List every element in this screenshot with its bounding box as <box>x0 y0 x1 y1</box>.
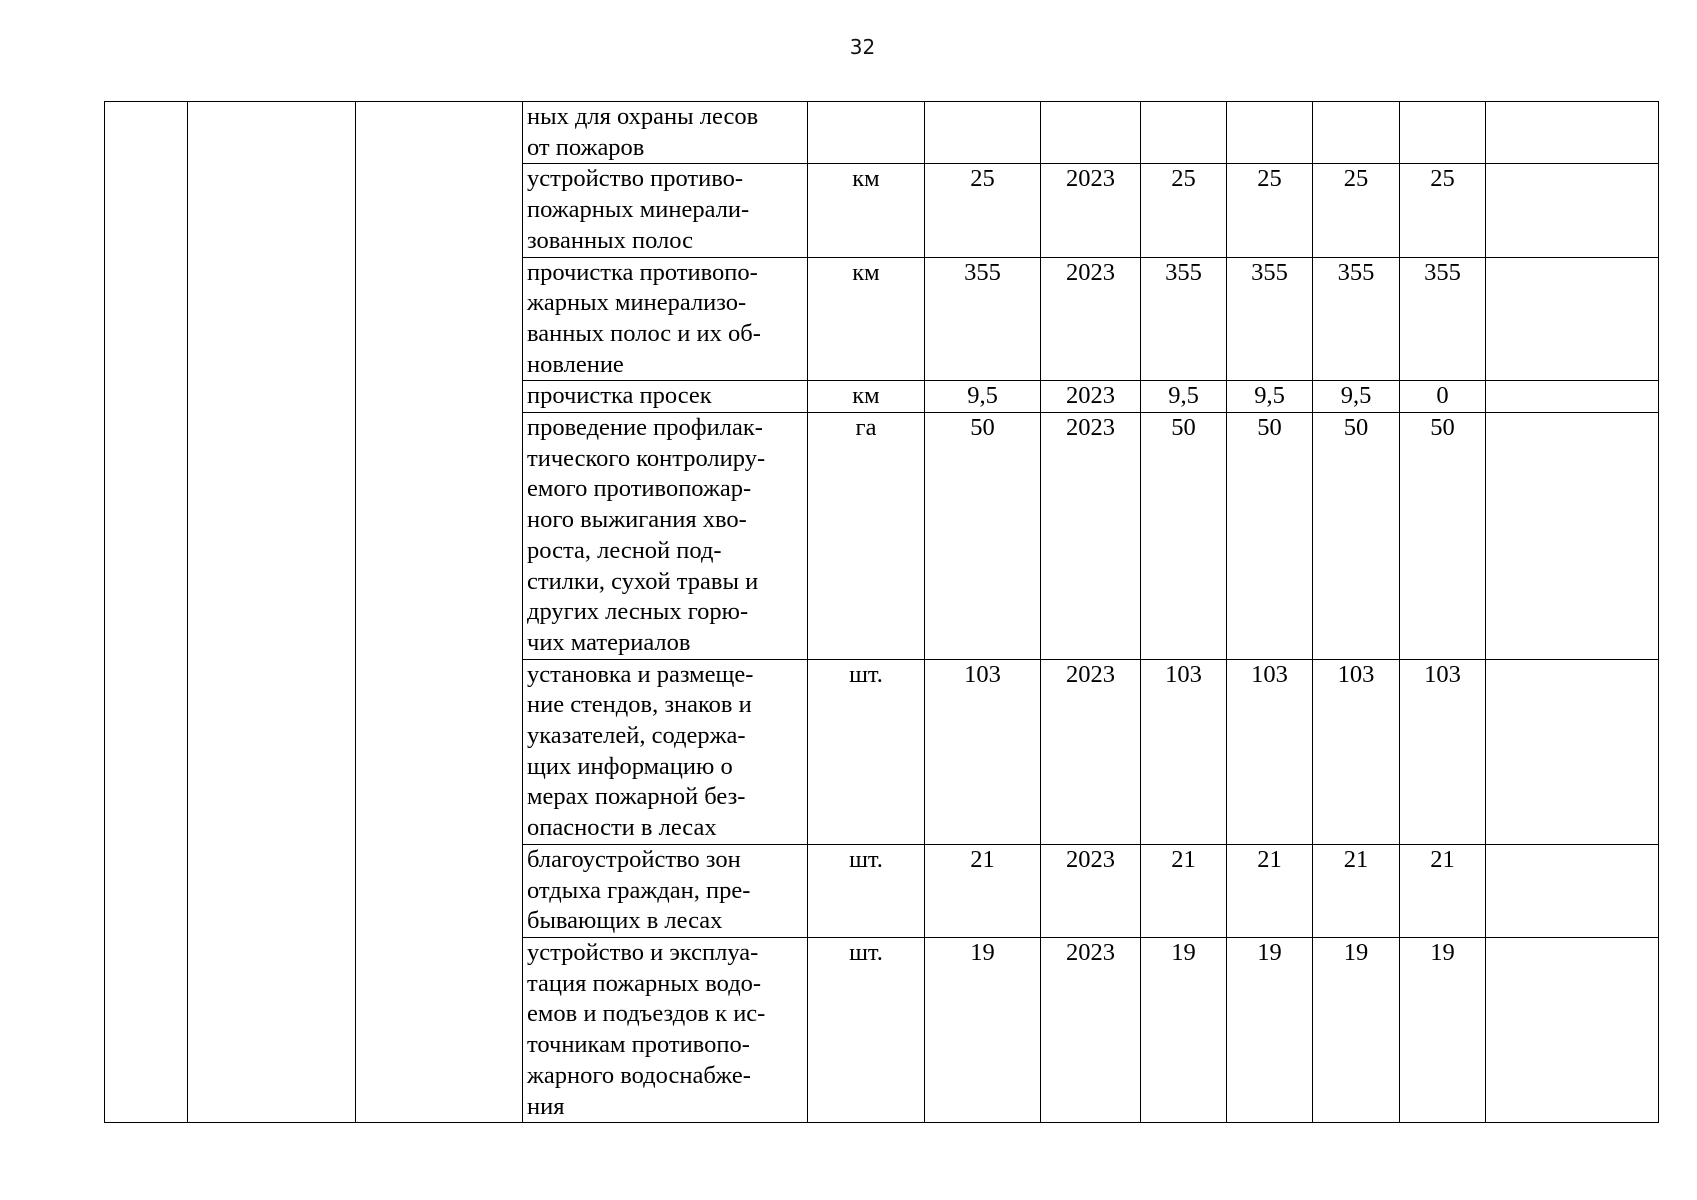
year1-value-cell: 355 <box>1141 257 1227 381</box>
year-cell: 2023 <box>1041 413 1141 660</box>
year2-value-cell: 21 <box>1227 844 1313 937</box>
activity-description: ных для охраны лесов от пожаров <box>523 102 808 164</box>
year1-value-cell: 103 <box>1141 659 1227 844</box>
year2-value-cell: 9,5 <box>1227 381 1313 413</box>
merged-cell-col3 <box>356 102 523 1123</box>
merged-cell-col2 <box>188 102 356 1123</box>
value-cell: 355 <box>925 257 1041 381</box>
year-cell: 2023 <box>1041 381 1141 413</box>
merged-cell-col1 <box>105 102 188 1123</box>
table-body <box>105 102 1659 1123</box>
year4-value-cell: 103 <box>1400 659 1486 844</box>
year4-value-cell: 50 <box>1400 413 1486 660</box>
year2-value-cell: 25 <box>1227 164 1313 257</box>
year4-value-cell: 25 <box>1400 164 1486 257</box>
year3-value-cell: 103 <box>1313 659 1400 844</box>
year1-value-cell: 25 <box>1141 164 1227 257</box>
year-cell: 2023 <box>1041 164 1141 257</box>
notes-cell <box>1486 937 1659 1122</box>
year1-value-cell <box>1141 102 1227 164</box>
unit-cell: га <box>808 413 925 660</box>
year2-value-cell: 103 <box>1227 659 1313 844</box>
year-cell: 2023 <box>1041 659 1141 844</box>
year3-value-cell: 355 <box>1313 257 1400 381</box>
year3-value-cell: 21 <box>1313 844 1400 937</box>
notes-cell <box>1486 659 1659 844</box>
notes-cell <box>1486 102 1659 164</box>
year4-value-cell: 355 <box>1400 257 1486 381</box>
activity-description: установка и размеще- ние стендов, знаков и указателей, содержа- щих информацию о мерах пожарной без- опасности в лесах <box>523 659 808 844</box>
value-cell: 50 <box>925 413 1041 660</box>
unit-cell <box>808 102 925 164</box>
year3-value-cell: 25 <box>1313 164 1400 257</box>
year2-value-cell: 355 <box>1227 257 1313 381</box>
value-cell: 103 <box>925 659 1041 844</box>
year1-value-cell: 50 <box>1141 413 1227 660</box>
table-row <box>105 102 1659 164</box>
year2-value-cell <box>1227 102 1313 164</box>
year3-value-cell: 19 <box>1313 937 1400 1122</box>
unit-cell: км <box>808 257 925 381</box>
notes-cell <box>1486 257 1659 381</box>
year1-value-cell: 9,5 <box>1141 381 1227 413</box>
year4-value-cell: 21 <box>1400 844 1486 937</box>
year3-value-cell: 50 <box>1313 413 1400 660</box>
notes-cell <box>1486 164 1659 257</box>
notes-cell <box>1486 844 1659 937</box>
year1-value-cell: 19 <box>1141 937 1227 1122</box>
value-cell: 9,5 <box>925 381 1041 413</box>
year4-value-cell: 19 <box>1400 937 1486 1122</box>
value-cell <box>925 102 1041 164</box>
year-cell: 2023 <box>1041 257 1141 381</box>
activity-description: прочистка просек <box>523 381 808 413</box>
year4-value-cell <box>1400 102 1486 164</box>
page-number: 32 <box>849 35 876 59</box>
activity-description: проведение профилак- тического контролиру- емого противопожар- ного выжигания хво- роста, лесной под- стилки, сухой травы и других лесных горю- чих материалов <box>523 413 808 660</box>
unit-cell: шт. <box>808 937 925 1122</box>
measures-table <box>104 101 1659 1123</box>
year3-value-cell: 9,5 <box>1313 381 1400 413</box>
value-cell: 19 <box>925 937 1041 1122</box>
year-cell: 2023 <box>1041 937 1141 1122</box>
activity-description: устройство противо- пожарных минерали- зованных полос <box>523 164 808 257</box>
notes-cell <box>1486 381 1659 413</box>
unit-cell: шт. <box>808 659 925 844</box>
activity-description: благоустройство зон отдыха граждан, пре- бывающих в лесах <box>523 844 808 937</box>
year1-value-cell: 21 <box>1141 844 1227 937</box>
value-cell: 25 <box>925 164 1041 257</box>
activity-description: устройство и эксплуа- тация пожарных водо- емов и подъездов к ис- точникам противопо- жарного водоснабже- ния <box>523 937 808 1122</box>
unit-cell: шт. <box>808 844 925 937</box>
year3-value-cell <box>1313 102 1400 164</box>
value-cell: 21 <box>925 844 1041 937</box>
year4-value-cell: 0 <box>1400 381 1486 413</box>
year2-value-cell: 50 <box>1227 413 1313 660</box>
year-cell: 2023 <box>1041 844 1141 937</box>
year2-value-cell: 19 <box>1227 937 1313 1122</box>
notes-cell <box>1486 413 1659 660</box>
activity-description: прочистка противопо- жарных минерализо- ванных полос и их об- новление <box>523 257 808 381</box>
unit-cell: км <box>808 164 925 257</box>
unit-cell: км <box>808 381 925 413</box>
year-cell <box>1041 102 1141 164</box>
